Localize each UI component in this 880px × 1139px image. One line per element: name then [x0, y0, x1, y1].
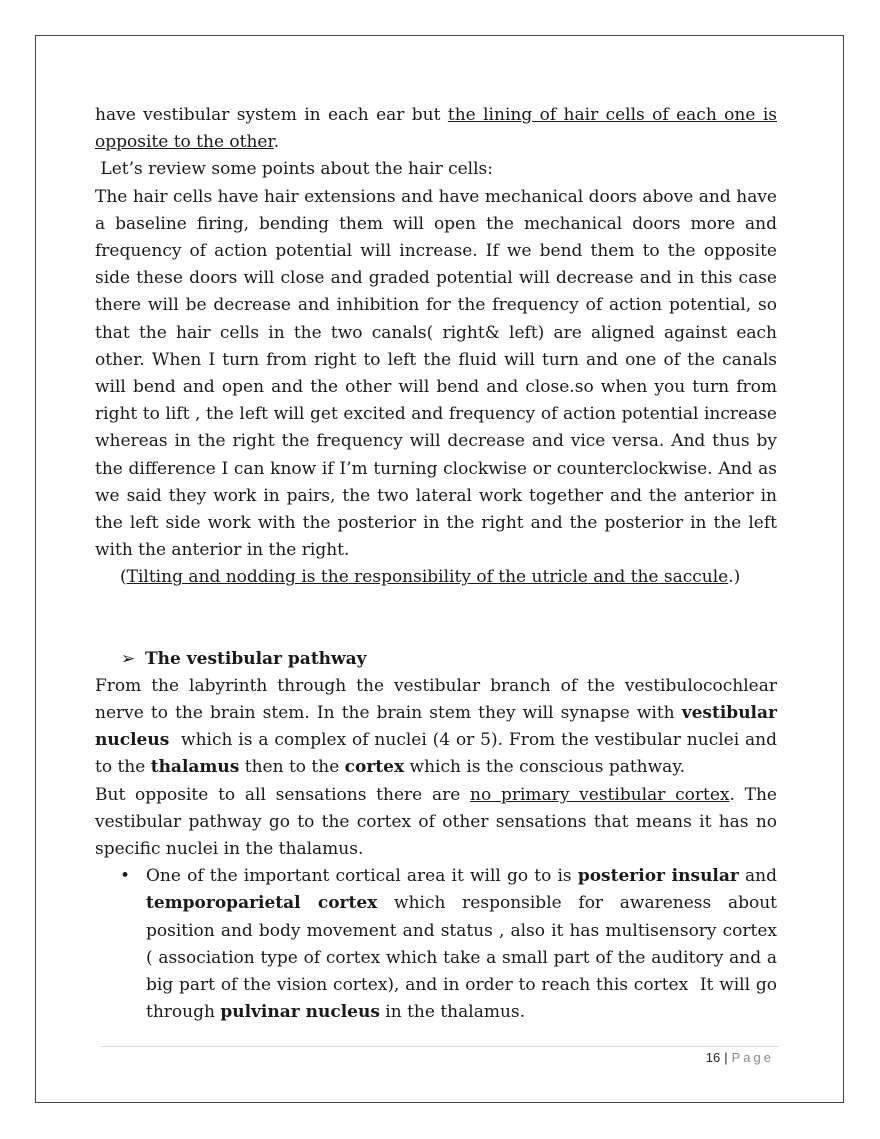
paragraph-review-intro: Let’s review some points about the hair cells:: [95, 159, 494, 180]
bold-term: thalamus: [150, 757, 240, 778]
page-label: Page: [731, 1050, 774, 1065]
spacer: [95, 592, 777, 646]
arrow-bullet-icon: ➢: [121, 648, 136, 669]
paragraph-no-primary-cortex: But opposite to all sensations there are no primary vestibular cortex. The vestibular pathway go to the cortex of other sensations that means it has no specific nuclei in the thalamus.: [95, 784, 777, 860]
footer-divider: [100, 1046, 778, 1047]
underlined-text: the lining of hair cells of each one is opposite to the other: [95, 105, 777, 153]
bullet-list: [95, 863, 783, 1026]
paragraph-bilateral: have vestibular system in each ear but the lining of hair cells of each one is opposite to the other.: [95, 105, 777, 153]
list-item: • One of the important cortical area it will go to is posterior insular and temporoparietal cortex which responsible for awareness about position and body movement and status , also it has multisensory cortex ( association type of cortex which take a small part of the auditory and a big part of the vision cortex), and in order to reach this cortex It will go through pulvinar nucleus in the thalamus.: [95, 863, 777, 1026]
underlined-text: Tilting and nodding is the responsibility of the utricle and the saccule: [126, 567, 729, 588]
paragraph-hair-cells: The hair cells have hair extensions and have mechanical doors above and have a baseline firing, bending them will open the mechanical doors more and frequency of action potential will increase. If we bend them to the opposite side these doors will close and graded potential will decrease and in this case there will be decrease and inhibition for the frequency of action potential, so that the hair cells in the two canals( right& left) are aligned against each other. When I turn from right to left the fluid will turn and one of the canals will bend and open and the other will bend and close.so when you turn from right to lift , the left will get excited and frequency of action potential increase whereas in the right the frequency will decrease and vice versa. And thus by the difference I can know if I’m turning clockwise or counterclockwise. And as we said they work in pairs, the two lateral work together and the anterior in the left side work with the posterior in the right and the posterior in the left with the anterior in the right.: [95, 186, 777, 561]
underlined-text: no primary vestibular cortex: [470, 784, 730, 805]
page-number: 16: [705, 1050, 721, 1065]
section-heading: [95, 646, 777, 673]
paragraph-pathway: From the labyrinth through the vestibular branch of the vestibulocochlear nerve to the brain stem. In the brain stem they will synapse with vestibular nucleus which is a complex of nuclei (4 or 5). From the vestibular nuclei and to the thalamus then to the cortex which is the conscious pathway.: [95, 675, 783, 778]
bold-term: temporoparietal cortex: [146, 893, 378, 914]
bold-term: pulvinar nucleus: [220, 1002, 380, 1023]
footer-separator: |: [724, 1050, 728, 1065]
page-body: [95, 102, 783, 1027]
section-title: The vestibular pathway: [145, 648, 367, 669]
bold-term: posterior insular: [577, 866, 739, 887]
page-footer: [560, 1050, 774, 1065]
paragraph-tilting-note: (Tilting and nodding is the responsibility of the utricle and the saccule.): [120, 567, 741, 588]
bold-term: vestibular nucleus: [95, 703, 777, 751]
bold-term: cortex: [344, 757, 405, 778]
bullet-dot-icon: •: [120, 866, 131, 887]
